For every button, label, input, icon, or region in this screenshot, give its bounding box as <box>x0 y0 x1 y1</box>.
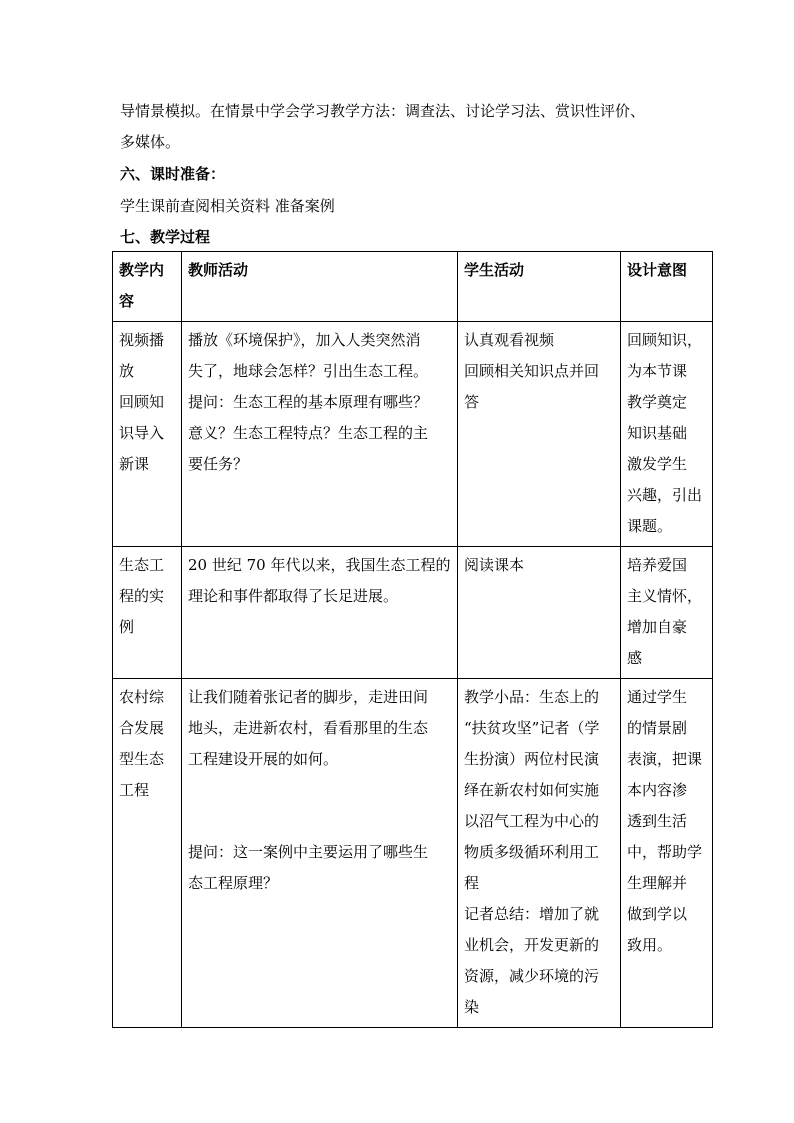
cell-line: 合发展 <box>119 719 165 737</box>
cell-line: 回顾知识， <box>627 331 703 349</box>
cell-line: 知识基础 <box>627 424 688 442</box>
cell-line: 教学小品：生态上的 <box>464 688 600 706</box>
cell-line: 提问：生态工程的基本原理有哪些？ <box>188 393 429 411</box>
cell-line: 理论和事件都取得了长足进展。 <box>188 587 399 605</box>
cell-line: 以沼气工程为中心的 <box>464 812 600 830</box>
cell-line: 染 <box>464 998 480 1016</box>
cell-line: “扶贫攻坚”记者（学 <box>464 719 600 737</box>
row2-student <box>458 547 621 679</box>
cell-line: 态工程原理？ <box>188 874 279 892</box>
cell-line: 透到生活 <box>627 812 688 830</box>
teaching-process-table <box>112 251 713 1028</box>
cell-line: 生态工 <box>119 556 165 574</box>
row2-design <box>621 547 713 679</box>
header-content <box>113 252 182 322</box>
cell-line: 教学奠定 <box>627 393 688 411</box>
header-student-label: 学生活动 <box>464 261 525 279</box>
cell-line: 放 <box>119 362 135 380</box>
cell-line: 程的实 <box>119 587 165 605</box>
cell-line: 业机会，开发更新的 <box>464 936 600 954</box>
cell-line: 中，帮助学 <box>627 843 703 861</box>
cell-line: 主义情怀， <box>627 587 703 605</box>
table-row <box>113 322 713 547</box>
header-content-line: 教学内 <box>119 261 165 279</box>
cell-line: 通过学生 <box>627 688 688 706</box>
cell-line: 工程建设开展的如何。 <box>188 750 339 768</box>
cell-line: 兴趣，引出 <box>627 486 703 504</box>
header-design <box>621 252 713 322</box>
row3-student <box>458 679 621 1028</box>
cell-line: 播放《环境保护》，加入人类突然消 <box>188 331 421 349</box>
cell-line: 本内容渗 <box>627 781 688 799</box>
cell-line: 失了，地球会怎样？引出生态工程。 <box>188 362 429 380</box>
cell-line: 阅读课本 <box>464 556 525 574</box>
cell-line: 致用。 <box>627 936 673 954</box>
cell-line: 型生态 <box>119 750 165 768</box>
row1-content <box>113 322 182 547</box>
intro-line-2: 多媒体。 <box>120 133 181 151</box>
cell-line: 回顾相关知识点并回 <box>464 362 600 380</box>
cell-line: 要任务？ <box>188 455 249 473</box>
cell-line: 新课 <box>119 455 150 473</box>
header-teacher <box>182 252 458 322</box>
row1-student <box>458 322 621 547</box>
cell-line: 生理解并 <box>627 874 688 892</box>
section7-heading: 七、教学过程 <box>120 228 211 246</box>
header-student <box>458 252 621 322</box>
row2-teacher <box>182 547 458 679</box>
cell-line: 为本节课 <box>627 362 688 380</box>
cell-line: 例 <box>119 618 135 636</box>
cell-line: 增加自豪 <box>627 618 688 636</box>
cell-line: 激发学生 <box>627 455 688 473</box>
cell-line: 程 <box>464 874 480 892</box>
cell-line: 20 世纪 70 年代以来，我国生态工程的 <box>188 556 451 574</box>
cell-spacer <box>188 775 453 837</box>
row3-teacher <box>182 679 458 1028</box>
cell-line: 工程 <box>119 781 150 799</box>
cell-line: 答 <box>464 393 480 411</box>
cell-line: 意义？生态工程特点？生态工程的主 <box>188 424 429 442</box>
cell-line: 提问：这一案例中主要运用了哪些生 <box>188 843 429 861</box>
row2-content <box>113 547 182 679</box>
cell-line: 物质多级循环利用工 <box>464 843 600 861</box>
cell-line: 回顾知 <box>119 393 165 411</box>
cell-line: 识导入 <box>119 424 165 442</box>
cell-line: 培养爱国 <box>627 556 688 574</box>
table-row <box>113 547 713 679</box>
section6-text: 学生课前查阅相关资料 准备案例 <box>120 197 335 215</box>
row1-teacher <box>182 322 458 547</box>
table-row <box>113 679 713 1028</box>
section6-heading: 六、课时准备： <box>120 165 226 183</box>
header-teacher-label: 教师活动 <box>188 261 249 279</box>
table-header-row <box>113 252 713 322</box>
cell-line: 做到学以 <box>627 905 688 923</box>
row1-design <box>621 322 713 547</box>
cell-line: 让我们随着张记者的脚步，走进田间 <box>188 688 429 706</box>
row3-design <box>621 679 713 1028</box>
cell-line: 课题。 <box>627 517 673 535</box>
cell-line: 资源，减少环境的污 <box>464 967 600 985</box>
cell-line: 的情景剧 <box>627 719 688 737</box>
cell-line: 感 <box>627 649 643 667</box>
row3-content <box>113 679 182 1028</box>
cell-line: 农村综 <box>119 688 165 706</box>
cell-line: 视频播 <box>119 331 165 349</box>
cell-line: 认真观看视频 <box>464 331 555 349</box>
header-content-line: 容 <box>119 292 135 310</box>
header-design-label: 设计意图 <box>627 261 688 279</box>
cell-line: 记者总结：增加了就 <box>464 905 600 923</box>
cell-line: 生扮演）两位村民演 <box>464 750 600 768</box>
cell-line: 表演，把课 <box>627 750 703 768</box>
cell-line: 地头，走进新农村，看看那里的生态 <box>188 719 429 737</box>
cell-line: 绎在新农村如何实施 <box>464 781 600 799</box>
intro-line-1: 导情景模拟。在情景中学会学习教学方法：调查法、讨论学习法、赏识性评价、 <box>120 102 646 120</box>
